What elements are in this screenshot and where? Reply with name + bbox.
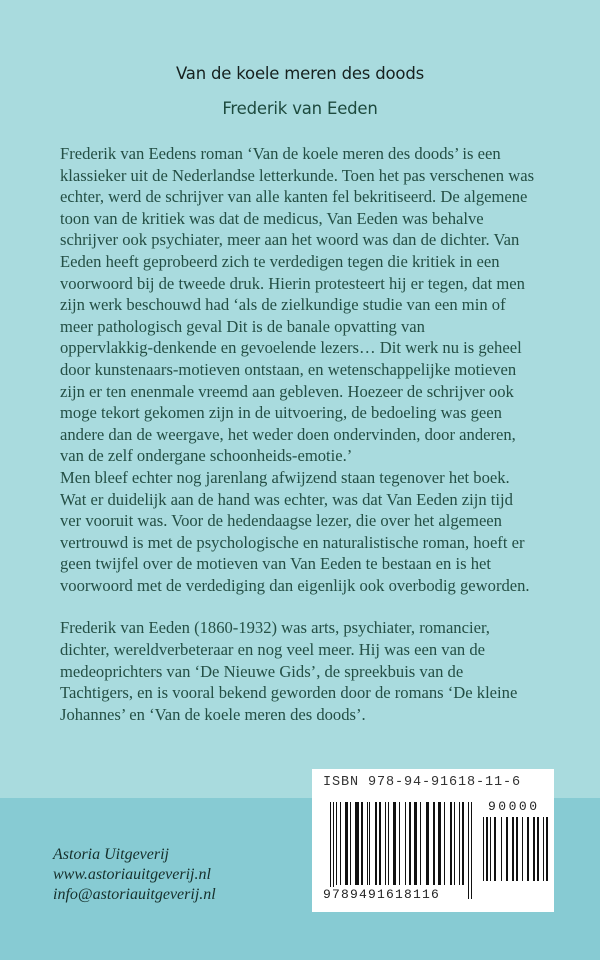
text-line: medeoprichters van ‘De Nieuwe Gids’, de spreekbuis van de xyxy=(60,661,464,681)
blurb-paragraph-2 xyxy=(60,617,580,725)
barcode-bar xyxy=(369,802,370,885)
barcode-bar xyxy=(512,817,513,881)
blurb-text xyxy=(60,143,580,725)
barcode-bar xyxy=(340,802,341,885)
text-line: echter, werd de schrijver van alle kanten fel bekritiseerd. De algemene xyxy=(60,187,528,207)
ean-barcode-bars xyxy=(330,802,472,899)
barcode-bar xyxy=(426,802,429,885)
text-line: ver vooruit was. Voor de hedendaagse lezer, die over het algemeen xyxy=(60,511,502,531)
publisher-name: Astoria Uitgeverij xyxy=(53,846,169,863)
barcode-bar xyxy=(355,802,358,885)
isbn-barcode xyxy=(312,769,554,912)
barcode-bar xyxy=(345,802,347,885)
barcode-bar xyxy=(546,817,547,881)
barcode-bar xyxy=(459,802,460,885)
barcode-bar xyxy=(471,802,472,899)
barcode-bar xyxy=(399,802,400,885)
book-author: Frederik van Eeden xyxy=(222,99,378,118)
text-line: andere dan de weergave, het weder doen ondervinden, door anderen, xyxy=(60,424,516,444)
text-line: geen twijfel over de motieven van Van Eeden te bestaan en is het xyxy=(60,554,491,574)
publisher-website[interactable]: www.astoriauitgeverij.nl xyxy=(53,866,211,883)
barcode-bar xyxy=(494,817,495,881)
barcode-bar xyxy=(533,817,534,881)
text-line: Tachtigers, en is vooral bekend geworden door de romans ‘De kleine xyxy=(60,683,518,703)
barcode-bar xyxy=(462,802,464,885)
text-line: klassieker uit de Nederlandse letterkunde. Toen het pas verschenen was xyxy=(60,165,535,185)
text-line: door kunstenaars-motieven ontstaan, en wetenschappelijke motieven xyxy=(60,359,517,379)
ean-number: 9789491618116 xyxy=(323,887,441,902)
barcode-bar xyxy=(433,802,435,885)
barcode-bar xyxy=(522,817,523,881)
barcode-bar xyxy=(388,802,389,885)
barcode-bar xyxy=(330,802,331,899)
text-line: Men bleef echter nog jarenlang afwijzend staan tegenover het boek. xyxy=(60,467,510,487)
barcode-bar xyxy=(414,802,416,885)
barcode-bar xyxy=(367,802,368,885)
text-line: zijn werk beschouwd had ‘als de zielkundige studie van een min of xyxy=(60,295,506,315)
text-line: voorwoord met de verdediging dan eigenlijk ook overbodig geworden. xyxy=(60,575,530,595)
barcode-bar xyxy=(468,802,469,899)
barcode-bar xyxy=(385,802,386,885)
publisher-info xyxy=(53,845,216,905)
text-line: Eeden heeft geprobeerd zich te verdedigen tegen die kritiek in een xyxy=(60,251,500,271)
text-line: toon van de kritiek was dat de medicus, Van Eeden was behalve xyxy=(60,208,484,228)
text-line: Johannes’ en ‘Van de koele meren des doods’. xyxy=(60,704,366,724)
barcode-bar xyxy=(409,802,411,885)
text-line: van de zelf ondergane schoonheids-emotie.’ xyxy=(60,446,353,466)
text-line: dichter, wereldverbeteraar en nog veel meer. Hij was een van de xyxy=(60,640,486,660)
barcode-bar xyxy=(333,802,334,899)
barcode-bar xyxy=(543,817,544,881)
barcode-bar xyxy=(537,817,540,881)
barcode-bar xyxy=(490,817,491,881)
barcode-bar xyxy=(501,817,502,881)
barcode-bar xyxy=(527,817,530,881)
barcode-bar xyxy=(393,802,395,885)
text-line: meer pathologisch geval Dit is de banale opvatting van xyxy=(60,316,425,336)
barcode-bar xyxy=(506,817,509,881)
text-line: oppervlakkig-denkende en gevoelende lezers… Dit werk nu is geheel xyxy=(60,338,522,358)
addon-number: 90000 xyxy=(488,799,540,814)
barcode-bar xyxy=(420,802,421,885)
barcode-bar xyxy=(483,817,484,881)
barcode-bar xyxy=(405,802,406,885)
publisher-email[interactable]: info@astoriauitgeverij.nl xyxy=(53,886,216,903)
text-line: Frederik van Eeden (1860-1932) was arts, psychiater, romancier, xyxy=(60,618,490,638)
paragraph-gap xyxy=(60,596,580,617)
barcode-bar xyxy=(454,802,455,885)
blurb-paragraph-1 xyxy=(60,143,580,596)
barcode-bar xyxy=(379,802,381,885)
text-line: moge tekort gekomen zijn in de uitvoering, de bedoeling was geen xyxy=(60,403,502,423)
addon-barcode-bars xyxy=(483,817,548,895)
barcode-bar xyxy=(438,802,440,885)
book-title: Van de koele meren des doods xyxy=(176,64,424,83)
barcode-bar xyxy=(350,802,351,885)
text-line: zijn er ten enenmale vreemd aan gebleven. Hoezeer de schrijver ook xyxy=(60,381,514,401)
text-line: Wat er duidelijk aan de hand was echter, was dat Van Eeden zijn tijd xyxy=(60,489,513,509)
text-line: schrijver ook psychiater, meer aan het woord was dan de dichter. Van xyxy=(60,230,520,250)
barcode-bar xyxy=(375,802,377,885)
barcode-bar xyxy=(516,817,519,881)
barcode-bar xyxy=(450,802,452,885)
text-line: Frederik van Eedens roman ‘Van de koele meren des doods’ is een xyxy=(60,144,501,163)
barcode-bar xyxy=(486,817,487,881)
isbn-label: ISBN 978-94-91618-11-6 xyxy=(323,775,522,790)
barcode-bar xyxy=(336,802,337,885)
barcode-bar xyxy=(444,802,445,885)
barcode-bar xyxy=(361,802,363,885)
text-line: vertrouwd is met de psychologische en naturalistische roman, hoeft er xyxy=(60,532,525,552)
text-line: voorwoord bij de tweede druk. Hierin protesteert hij er tegen, dat men xyxy=(60,273,525,293)
